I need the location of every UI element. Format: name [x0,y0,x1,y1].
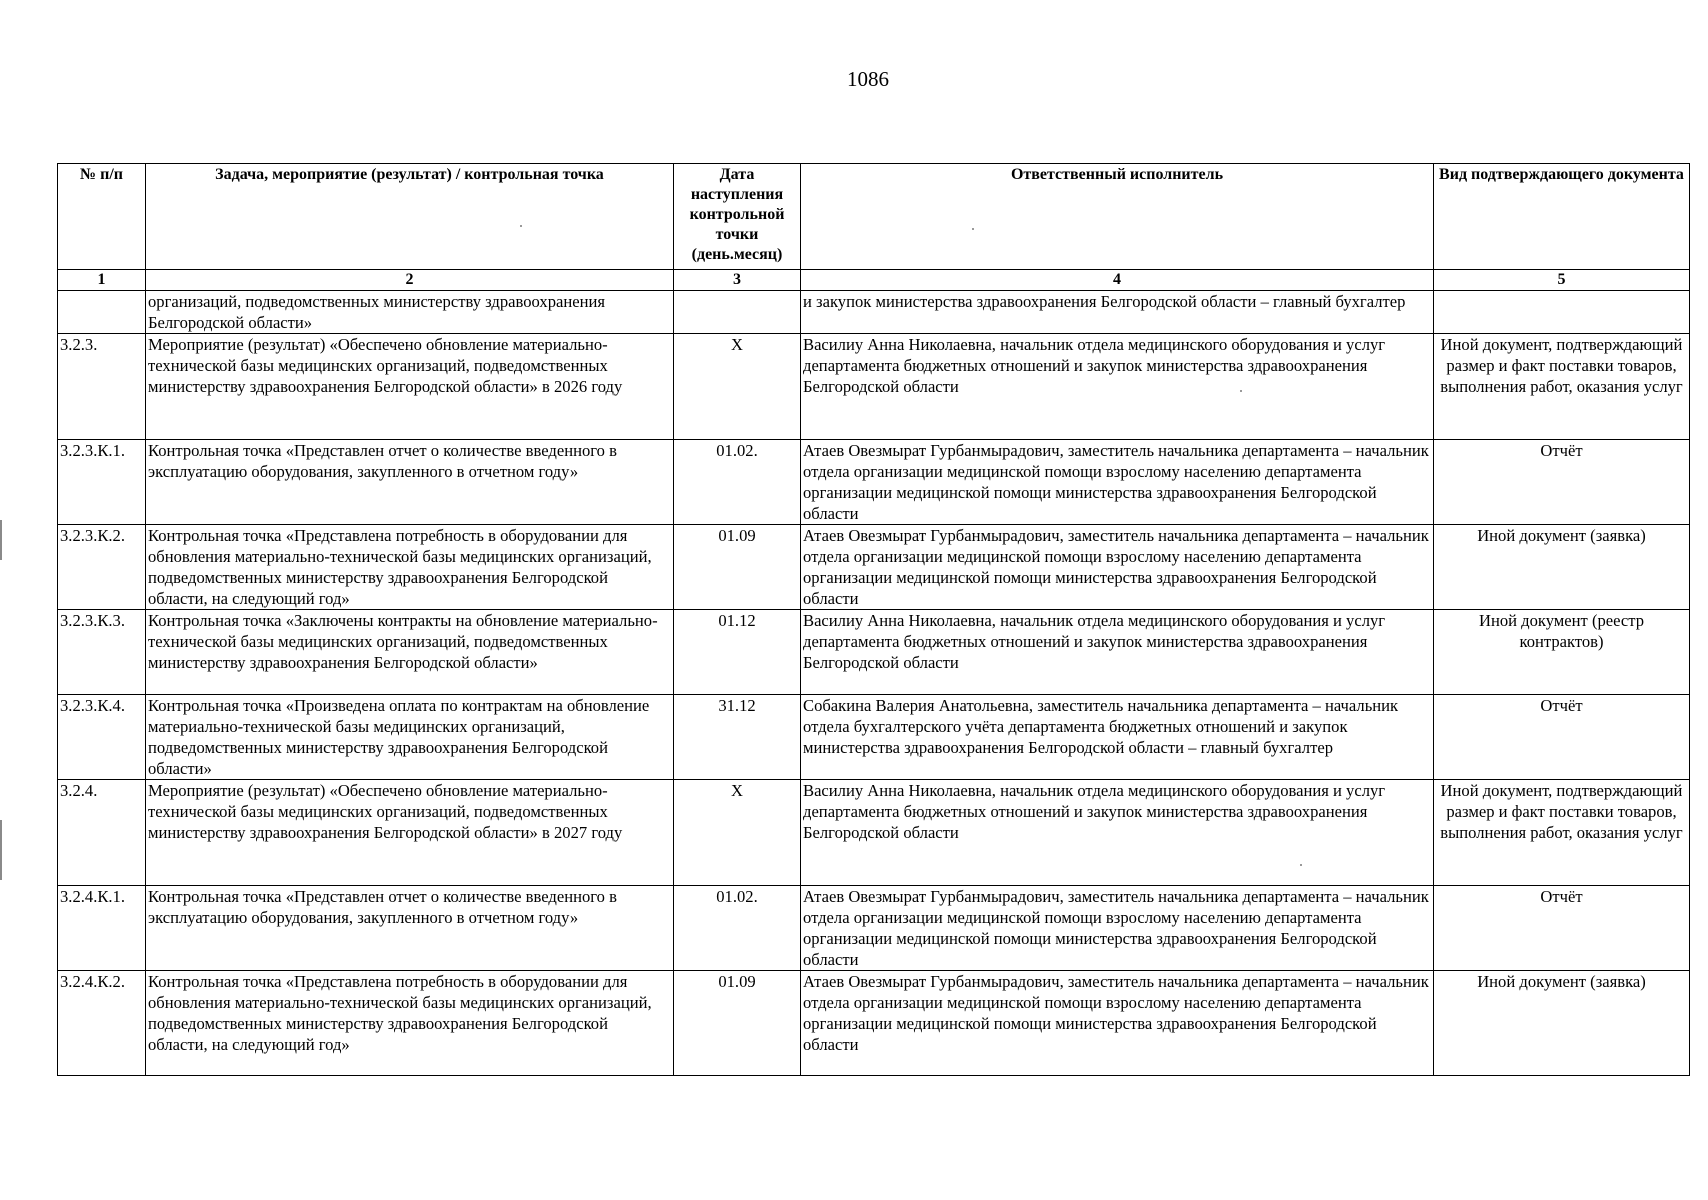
row-date: Х [674,780,801,886]
row-date: Х [674,334,801,440]
row-document: Отчёт [1434,695,1690,780]
row-document: Иной документ (заявка) [1434,971,1690,1076]
column-number: 2 [146,270,674,291]
row-date: 01.02. [674,440,801,525]
row-executor: Василиу Анна Николаевна, начальник отдела медицинского оборудования и услуг департамента бюджетных отношений и закупок министерства здравоохранения Белгородской области [801,334,1434,440]
row-task: Контрольная точка «Представлена потребность в оборудовании для обновления материально-технической базы медицинских организаций, подведомственных министерству здравоохранения Белгородской области, на следующий год» [146,971,674,1076]
row-number: 3.2.3. [58,334,146,440]
column-number: 1 [58,270,146,291]
row-date: 01.02. [674,886,801,971]
row-task: Контрольная точка «Представлен отчет о количестве введенного в эксплуатацию оборудования, закупленного в отчетном году» [146,440,674,525]
row-number [58,291,146,334]
row-executor: Василиу Анна Николаевна, начальник отдела медицинского оборудования и услуг департамента бюджетных отношений и закупок министерства здравоохранения Белгородской области [801,780,1434,886]
row-task: Контрольная точка «Представлен отчет о количестве введенного в эксплуатацию оборудования, закупленного в отчетном году» [146,886,674,971]
scan-edge-mark [0,820,2,880]
row-number: 3.2.4.К.2. [58,971,146,1076]
row-executor: Атаев Овезмырат Гурбанмырадович, заместитель начальника департамента – начальник отдела организации медицинской помощи взрослому населению департамента организации медицинской помощи министерства здравоохранения Белгородской области [801,440,1434,525]
scan-edge-mark [0,520,2,560]
row-executor: Атаев Овезмырат Гурбанмырадович, заместитель начальника департамента – начальник отдела организации медицинской помощи взрослому населению департамента организации медицинской помощи министерства здравоохранения Белгородской области [801,886,1434,971]
row-executor: Атаев Овезмырат Гурбанмырадович, заместитель начальника департамента – начальник отдела организации медицинской помощи взрослому населению департамента организации медицинской помощи министерства здравоохранения Белгородской области [801,525,1434,610]
row-task: Контрольная точка «Заключены контракты на обновление материально-технической базы медицинских организаций, подведомственных министерству здравоохранения Белгородской области» [146,610,674,695]
table-row [58,291,1690,334]
table-row [58,440,1690,525]
row-number: 3.2.4. [58,780,146,886]
row-executor: и закупок министерства здравоохранения Белгородской области – главный бухгалтер [801,291,1434,334]
row-document: Отчёт [1434,440,1690,525]
header-row [58,164,1690,270]
column-number-row [58,270,1690,291]
table-row [58,525,1690,610]
row-task: Контрольная точка «Представлена потребность в оборудовании для обновления материально-технической базы медицинских организаций, подведомственных министерству здравоохранения Белгородской области, на следующий год» [146,525,674,610]
row-executor: Атаев Овезмырат Гурбанмырадович, заместитель начальника департамента – начальник отдела организации медицинской помощи взрослому населению департамента организации медицинской помощи министерства здравоохранения Белгородской области [801,971,1434,1076]
control-points-table [57,163,1690,1076]
column-number: 4 [801,270,1434,291]
header-document: Вид подтверждающего документа [1434,164,1690,270]
page-number: 1086 [847,67,889,91]
row-executor: Василиу Анна Николаевна, начальник отдела медицинского оборудования и услуг департамента бюджетных отношений и закупок министерства здравоохранения Белгородской области [801,610,1434,695]
table-row [58,971,1690,1076]
column-number: 3 [674,270,801,291]
row-date: 31.12 [674,695,801,780]
table-row [58,610,1690,695]
row-number: 3.2.3.К.1. [58,440,146,525]
row-document [1434,291,1690,334]
table-row [58,780,1690,886]
header-num: № п/п [58,164,146,270]
row-number: 3.2.3.К.2. [58,525,146,610]
table-row [58,886,1690,971]
row-document: Иной документ, подтверждающий размер и факт поставки товаров, выполнения работ, оказания услуг [1434,334,1690,440]
row-number: 3.2.4.К.1. [58,886,146,971]
row-task: Мероприятие (результат) «Обеспечено обновление материально-технической базы медицинских организаций, подведомственных министерству здравоохранения Белгородской области» в 2026 году [146,334,674,440]
row-number: 3.2.3.К.4. [58,695,146,780]
row-date: 01.09 [674,525,801,610]
row-document: Иной документ (заявка) [1434,525,1690,610]
row-document: Иной документ (реестр контрактов) [1434,610,1690,695]
row-task: организаций, подведомственных министерству здравоохранения Белгородской области» [146,291,674,334]
row-task: Контрольная точка «Произведена оплата по контрактам на обновление материально-технической базы медицинских организаций, подведомственных министерству здравоохранения Белгородской области» [146,695,674,780]
table-row [58,334,1690,440]
column-number: 5 [1434,270,1690,291]
row-task: Мероприятие (результат) «Обеспечено обновление материально-технической базы медицинских организаций, подведомственных министерству здравоохранения Белгородской области» в 2027 году [146,780,674,886]
header-date: Дата наступления контрольной точки (день.месяц) [674,164,801,270]
row-date: 01.09 [674,971,801,1076]
row-executor: Собакина Валерия Анатольевна, заместитель начальника департамента – начальник отдела бухгалтерского учёта департамента бюджетных отношений и закупок министерства здравоохранения Белгородской области – главный бухгалтер [801,695,1434,780]
row-date [674,291,801,334]
table-row [58,695,1690,780]
row-document: Отчёт [1434,886,1690,971]
header-task: Задача, мероприятие (результат) / контрольная точка [146,164,674,270]
header-executor: Ответственный исполнитель [801,164,1434,270]
row-date: 01.12 [674,610,801,695]
row-number: 3.2.3.К.3. [58,610,146,695]
row-document: Иной документ, подтверждающий размер и факт поставки товаров, выполнения работ, оказания услуг [1434,780,1690,886]
